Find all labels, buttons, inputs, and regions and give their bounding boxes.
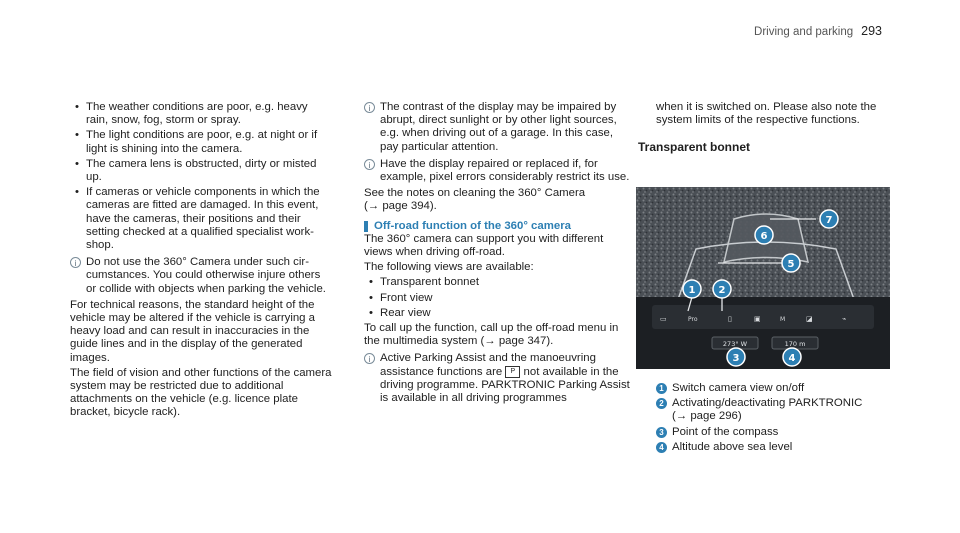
column-3 (638, 101, 892, 155)
info-icon: i (364, 353, 375, 364)
note (364, 158, 632, 184)
callout-number: 3 (656, 427, 667, 438)
note-text: Do not use the 360° Camera under such circumstances. You could otherwise injure others or collide with objects when parking the vehicle. (86, 256, 326, 295)
svg-text:4: 4 (788, 353, 796, 364)
marker-6 (755, 226, 773, 244)
column-1 (70, 101, 332, 422)
svg-text:7: 7 (825, 215, 833, 226)
callout-number: 4 (656, 442, 667, 453)
note (70, 256, 332, 296)
svg-text:3: 3 (732, 353, 740, 364)
page-header (754, 24, 882, 38)
svg-text:5: 5 (787, 259, 795, 270)
callout-number: 1 (656, 383, 667, 394)
svg-text:▯: ▯ (728, 315, 732, 323)
callout-text: Point of the compass (672, 425, 779, 438)
svg-text:1: 1 (688, 285, 696, 296)
marker-2 (713, 280, 731, 298)
marker-5 (782, 254, 800, 272)
section-title: Driving and parking (754, 26, 854, 38)
marker-7 (820, 210, 838, 228)
camera-display-image (636, 187, 890, 369)
info-icon: i (364, 102, 375, 113)
note (364, 101, 632, 154)
note-text: Active Parking Assist and the manoeuvring assistance functions are (380, 352, 596, 378)
m-label: M (780, 316, 786, 323)
list-item: • The camera lens is obstructed, dirty or misted up. (70, 158, 332, 184)
page-link[interactable]: (→ page 394). (364, 200, 437, 213)
paragraph: The field of vision and other functions of the camera system may be restricted due to additional attachments on the vehicle (e.g. licence plate bracket, bicycle rack). (70, 366, 332, 419)
callout-text: Altitude above sea level (672, 440, 793, 453)
marker-4 (783, 348, 801, 366)
subheading: Off-road function of the 360° camera (364, 220, 632, 233)
list-item: • The light conditions are poor, e.g. at night or if light is shining into the camera. (70, 129, 332, 155)
marker-1 (683, 280, 701, 298)
info-icon: i (70, 257, 81, 268)
list-item: • The weather conditions are poor, e.g. heavy rain, snow, fog, storm or spray. (70, 101, 332, 127)
callout-text: Switch camera view on/off (672, 382, 805, 394)
list-item: • If cameras or vehicle components in which the cameras are fitted are damaged. In this event, have the cameras, their positions and their setting checked at a qualified specialist workshop. (70, 186, 332, 252)
callout-legend (656, 382, 892, 456)
page-number: 293 (861, 24, 882, 38)
note-text: The contrast of the display may be impaired by abrupt, direct sunlight or by other light sources, e.g. when driving out of a garage. In this case, pay particular attention. (380, 101, 617, 153)
paragraph: The following views are available: (364, 261, 534, 274)
callout-item (656, 426, 892, 439)
svg-text:◪: ◪ (806, 315, 813, 323)
list-item: • Rear view (364, 307, 632, 320)
svg-text:6: 6 (760, 231, 768, 242)
paragraph: The 360° camera can support you with different views when driving off-road. (364, 232, 604, 259)
marker-3 (727, 348, 745, 366)
note-text-continued: not available in the driving programme. PARKTRONIC Parking Assist is available in all driving programmes (380, 365, 630, 405)
callout-item (656, 397, 892, 423)
note (364, 352, 632, 405)
column-2 (364, 101, 632, 408)
altitude-readout: 170 m (784, 340, 806, 348)
page-link[interactable]: (→ page 296) (672, 410, 742, 423)
info-icon: i (364, 159, 375, 170)
paragraph: To call up the function, call up the off-road menu in the multimedia system (→ page 347). (364, 322, 619, 348)
svg-text:▭: ▭ (660, 315, 667, 323)
note-text: Have the display repaired or replaced if, for example, pixel errors considerably restrict its use. (380, 157, 630, 184)
pro-label: Pro (688, 316, 698, 323)
parking-symbol-icon: P (505, 366, 520, 378)
svg-text:▣: ▣ (754, 315, 761, 323)
compass-readout: 273° W (722, 340, 748, 348)
svg-text:⌁: ⌁ (842, 315, 847, 323)
svg-text:2: 2 (718, 285, 726, 296)
callout-number: 2 (656, 398, 667, 409)
callout-text: Activating/deactivating PARKTRONIC (672, 397, 863, 410)
callout-item (656, 382, 892, 395)
paragraph (364, 187, 632, 213)
paragraph: For technical reasons, the standard height of the vehicle may be altered if the vehicle is carrying a heavy load and can result in inaccuracies in the guide lines and in the display of the generated images. (70, 298, 316, 364)
see-notes-text: See the notes on cleaning the 360° Camera (364, 187, 586, 200)
camera-illustration (636, 187, 890, 369)
callout-item (656, 441, 892, 454)
list-item: • Front view (364, 292, 632, 305)
list-item: • Transparent bonnet (364, 276, 632, 289)
section-heading: Transparent bonnet (638, 140, 751, 155)
paragraph: when it is switched on. Please also note the system limits of the respective functions. (656, 101, 877, 127)
